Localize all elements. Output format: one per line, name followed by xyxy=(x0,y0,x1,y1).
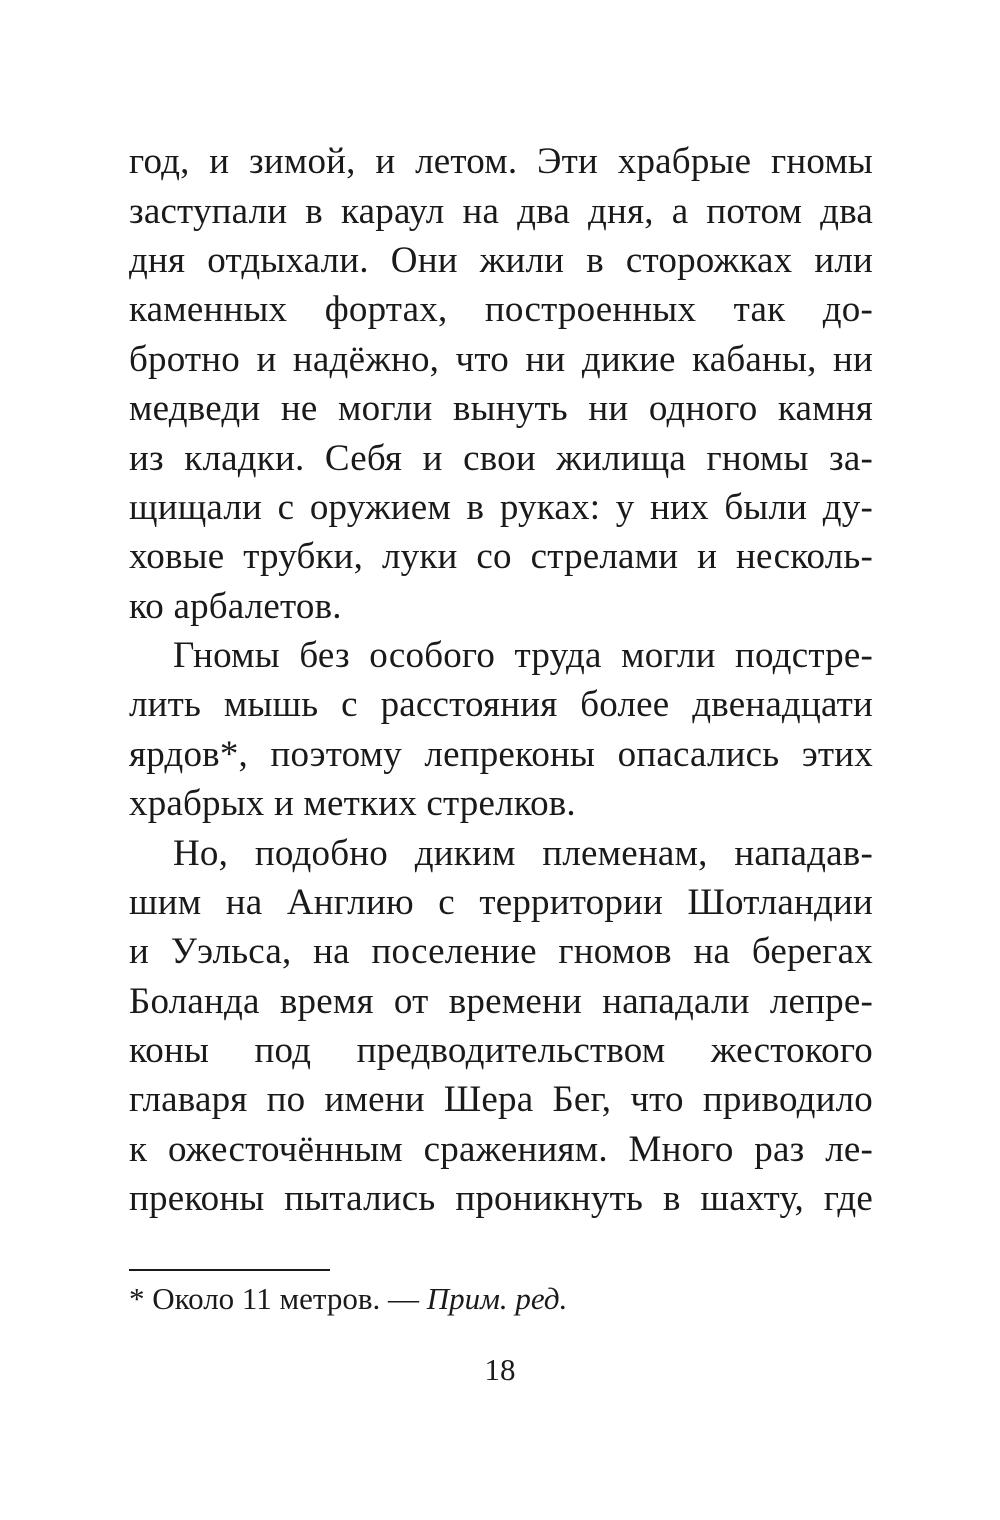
text-line: ховые трубки, луки со стрелами и несколь- xyxy=(129,536,873,577)
text-line: преконы пытались проникнуть в шахту, где xyxy=(129,1178,873,1219)
text-line: и Уэльса, на поселение гномов на берегах xyxy=(129,931,873,972)
text-line: к ожесточённым сражениям. Много раз ле- xyxy=(129,1129,873,1170)
page-number: 18 xyxy=(484,1352,516,1387)
text-line: ярдов*, поэтому лепреконы опасались этих xyxy=(129,734,873,775)
text-line: шим на Англию с территории Шотландии xyxy=(129,882,873,923)
text-line: каменных фортах, построенных так до- xyxy=(129,289,873,330)
text-line: коны под предводительством жестокого xyxy=(129,1030,873,1071)
text-line: храбрых и метких стрелков. xyxy=(129,783,576,824)
text-line: главаря по имени Шера Бег, что приводило xyxy=(129,1079,873,1120)
text-line: медведи не могли вынуть ни одного камня xyxy=(129,388,873,429)
text-line: из кладки. Себя и свои жилища гномы за- xyxy=(129,438,873,479)
text-line: год, и зимой, и летом. Эти храбрые гномы xyxy=(129,141,873,182)
text-line: ко арбалетов. xyxy=(129,586,342,627)
footnote-text: * Около 11 метров. — xyxy=(129,1281,427,1316)
footnote-editor-note: Прим. ред. xyxy=(426,1281,568,1316)
text-line: щищали с оружием в руках: у них были ду- xyxy=(129,487,873,528)
paragraph-first-line: Гномы без особого труда могли подстре- xyxy=(173,635,873,676)
text-line: Боланда время от времени нападали лепре- xyxy=(129,981,873,1022)
paragraph-first-line: Но, подобно диким племенам, нападав- xyxy=(173,833,873,874)
footnote-divider xyxy=(129,1269,330,1271)
text-line: дня отдыхали. Они жили в сторожках или xyxy=(129,240,873,281)
text-line: лить мышь с расстояния более двенадцати xyxy=(129,684,873,725)
footnote xyxy=(129,1279,567,1319)
text-line: заступали в караул на два дня, а потом два xyxy=(129,191,873,232)
text-line: бротно и надёжно, что ни дикие кабаны, ни xyxy=(129,339,873,380)
